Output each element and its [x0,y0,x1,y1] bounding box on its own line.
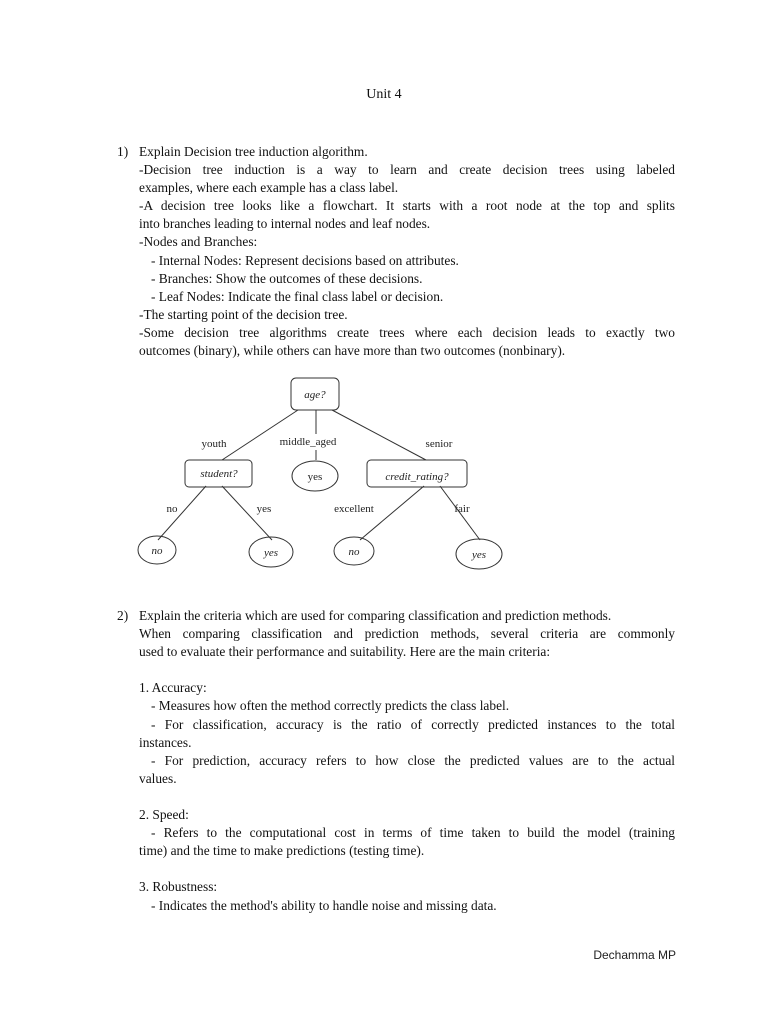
edge-root-student [222,410,298,460]
bullet-leaf-nodes: - Leaf Nodes: Indicate the final class label or decision. [151,288,444,304]
paragraph-line: - For prediction, accuracy refers to how close the predicted values are to the actual [151,752,675,768]
student-label: student? [200,468,238,480]
paragraph-line: -Some decision tree algorithms create trees where each decision leads to exactly two [139,324,675,340]
bullet-internal-nodes: - Internal Nodes: Represent decisions based on attributes. [151,252,459,268]
nodes-heading: -Nodes and Branches: [139,234,258,250]
author-footer: Dechamma MP [593,948,676,962]
branch-label-middle-aged: middle_aged [279,436,337,448]
paragraph-line: -A decision tree looks like a flowchart. It starts with a root node at the top and splits [139,198,675,214]
branch-label-senior: senior [425,438,453,450]
question-body [139,607,675,915]
paragraph-line: -Decision tree induction is a way to learn and create decision trees using labeled [139,162,675,178]
paragraph-line: time) and the time to make predictions (testing time). [139,843,425,859]
paragraph-line: - Refers to the computational cost in terms of time taken to build the model (training [151,825,675,841]
branch-label-no: no [166,503,178,515]
middle-yes-label: yes [307,471,323,483]
paragraph-line: into branches leading to internal nodes and leaf nodes. [139,216,431,232]
leaf-yes-1-label: yes [263,547,279,559]
criterion-robustness-title: 3. Robustness: [139,879,218,895]
page-title: Unit 4 [366,87,402,102]
paragraph-line: When comparing classification and prediction methods, several criteria are commonly [139,626,675,642]
paragraph-line: values. [139,770,177,786]
leaf-no-2-label: no [348,546,360,558]
paragraph-line: - Indicates the method's ability to handle noise and missing data. [151,897,497,913]
paragraph-line: examples, where each example has a class label. [139,180,399,196]
leaf-no-1-label: no [151,545,163,557]
bullet-branches: - Branches: Show the outcomes of these decisions. [151,270,423,286]
question-heading: Explain Decision tree induction algorithm. [139,144,368,159]
paragraph-line: - For classification, accuracy is the ratio of correctly predicted instances to the total [151,716,675,732]
edge-root-credit [332,410,426,460]
criterion-accuracy-title: 1. Accuracy: [139,680,207,696]
credit-rating-label: credit_rating? [385,471,449,483]
root-label: age? [304,389,326,401]
leaf-yes-2-label: yes [471,549,487,561]
paragraph-line: outcomes (binary), while others can have more than two outcomes (nonbinary). [139,343,566,359]
branch-label-yes: yes [256,503,272,515]
question-heading: Explain the criteria which are used for comparing classification and prediction methods. [139,608,612,623]
paragraph-line: instances. [139,734,192,750]
branch-label-fair: fair [454,503,470,515]
branch-label-excellent: excellent [334,503,374,515]
decision-tree-diagram [136,374,508,574]
paragraph-line: - Measures how often the method correctly predicts the class label. [151,698,510,714]
question-number: 2) [117,608,129,623]
criterion-speed-title: 2. Speed: [139,807,189,823]
edge-student-no [158,486,206,540]
question-body [139,143,675,360]
paragraph-line: used to evaluate their performance and suitability. Here are the main criteria: [139,644,551,660]
branch-label-youth: youth [201,438,227,450]
paragraph-line: -The starting point of the decision tree. [139,306,348,322]
question-number: 1) [117,144,129,159]
